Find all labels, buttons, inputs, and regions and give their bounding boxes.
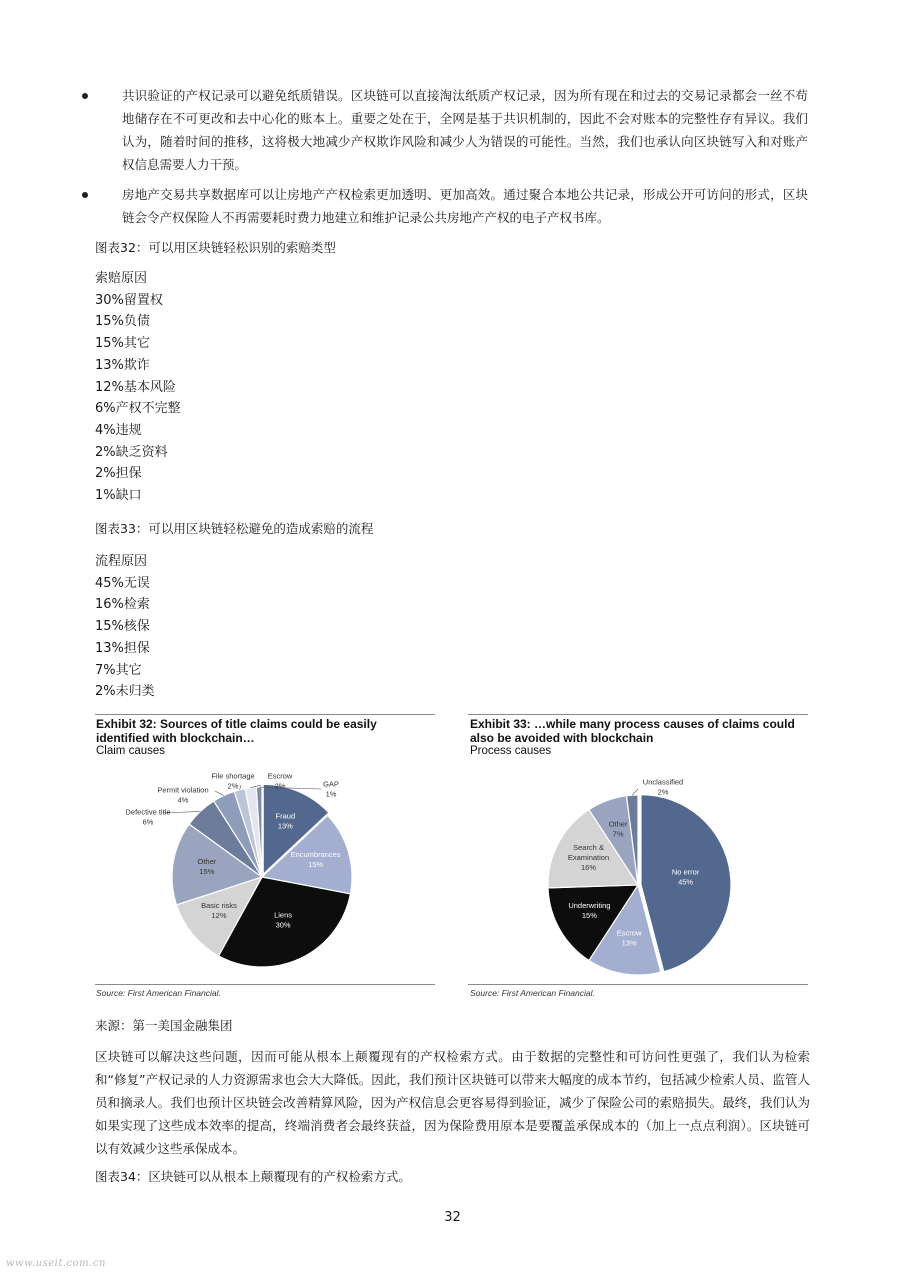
exhibit-33-title: [470, 717, 795, 745]
pie-label-escrow: Escrow 13%: [616, 928, 642, 948]
bullet-consensus-records: [100, 84, 808, 176]
pie-label-fraud: Fraud 13%: [275, 811, 296, 831]
pie-label-unclassified: Unclassified 2%: [642, 777, 684, 797]
exhibit-32-bottom-rule: [95, 984, 435, 985]
list-item: 45%无误: [95, 575, 150, 591]
list-item: 12%基本风险: [95, 379, 176, 395]
list-item: 1%缺口: [95, 488, 142, 504]
exhibit-32-title-line: Exhibit 32: Sources of title claims could be easily: [96, 717, 377, 731]
leader-line-unclassified: [632, 789, 638, 795]
pie-label-search-examination: Search & Examination 16%: [567, 843, 610, 873]
figure-32-title: 图表32：可以用区块链轻松识别的索赔类型: [95, 240, 336, 255]
source-note: 来源：第一美国金融集团: [95, 1018, 233, 1033]
figure-33-title: 图表33：可以用区块链轻松避免的造成索赔的流程: [95, 521, 374, 536]
exhibit-33-bottom-rule: [468, 984, 808, 985]
pie-label-underwriting: Underwriting 15%: [568, 900, 611, 920]
pie-label-other: Other 15%: [197, 856, 217, 876]
exhibit-32-subtitle: Claim causes: [96, 745, 166, 757]
page-number: 32: [444, 1210, 461, 1225]
exhibit-32-source: Source: First American Financial.: [96, 988, 221, 998]
pie-label-basic-risks: Basic risks 12%: [201, 901, 237, 921]
exhibit-33-source: Source: First American Financial.: [470, 988, 595, 998]
exhibit-32-top-rule: [95, 714, 435, 715]
list-item: 2%缺乏资料: [95, 444, 168, 460]
pie-label-escrow: Escrow 2%: [267, 771, 293, 791]
pie-label-no-error: No error 45%: [671, 867, 700, 887]
bullet-dot: [82, 192, 88, 198]
pie-label-other: Other 7%: [608, 819, 628, 839]
list-item: 索赔原因: [95, 271, 148, 286]
exhibit-33-title-line: also be avoided with blockchain: [470, 731, 654, 745]
bullet-text: 共识验证的产权记录可以避免纸质错误。区块链可以直接淘汰纸质产权记录，因为所有现在和过去的交易记录都会一丝不苟地储存在不可更改和去中心化的账本上。重要之处在于，全网是基于共识机制的，因此不会对账本的完整性存有异议。我们认为，随着时间的推移，这将极大地减少产权欺诈风险和减少人为错误的可能性。当然，我们也承认向区块链写入和对账产权信息需要人力干预。: [122, 88, 808, 172]
pie-label-permit-violation: Permit violation 4%: [157, 785, 209, 805]
list-item: 2%未归类: [95, 684, 155, 700]
exhibit-32-title: [96, 717, 377, 745]
list-item: 6%产权不完整: [95, 401, 181, 417]
bullet-dot: [82, 93, 88, 99]
list-item: 4%违规: [95, 422, 142, 438]
figure-34-title: 图表34：区块链可以从根本上颠覆现有的产权检索方式。: [95, 1169, 411, 1184]
watermark: www.useit.com.cn: [6, 1258, 106, 1269]
bullet-text: 房地产交易共享数据库可以让房地产产权检索更加透明、更加高效。通过聚合本地公共记录，形成公开可访问的形式，区块链会令产权保险人不再需要耗时费力地建立和维护记录公共房地产产权的电子产权书库。: [122, 187, 808, 225]
body-paragraph: 区块链可以解决这些问题，因而可能从根本上颠覆现有的产权检索方式。由于数据的完整性和可访问性更强了，我们认为检索和“修复”产权记录的人力资源需求也会大大降低。因此，我们预计区块链可以带来大幅度的成本节约，包括减少检索人员、监管人员和摘录人。我们也预计区块链会改善精算风险，因为产权信息会更容易得到验证，减少了保险公司的索赔损失。最终，我们认为如果实现了这些成本效率的提高，终端消费者会最终获益，因为保险费用原本是要覆盖承保成本的（加上一点点利润）。区块链可以有效减少这些承保成本。: [95, 1049, 810, 1156]
figure-32-list: [95, 268, 181, 507]
list-item: 16%检索: [95, 597, 150, 613]
pie-label-liens: Liens 30%: [274, 910, 293, 930]
exhibit-33-title-line: Exhibit 33: …while many process causes of claims could: [470, 717, 795, 731]
pie-label-encumbrances: Encumbrances 15%: [290, 849, 341, 869]
list-item: 15%负债: [95, 314, 150, 330]
exhibit-33-top-rule: [468, 714, 808, 715]
exhibit-33-pie-chart: [468, 765, 808, 985]
list-item: 13%担保: [95, 640, 150, 656]
exhibit-32-pie-chart: [95, 765, 435, 985]
list-item: 7%其它: [95, 662, 142, 678]
leader-line-permit-violation: [215, 791, 224, 796]
list-item: 13%欺诈: [95, 357, 150, 373]
list-item: 15%其它: [95, 336, 150, 352]
exhibit-33-subtitle: Process causes: [470, 745, 552, 757]
exhibit-32-title-line: identified with blockchain…: [96, 731, 255, 745]
list-item: 流程原因: [95, 554, 148, 569]
figure-33-list: [95, 551, 155, 703]
list-item: 2%担保: [95, 466, 142, 482]
pie-label-file-shortage: File shortage 2%: [211, 771, 255, 791]
bullet-shared-database: [100, 183, 808, 229]
list-item: 15%核保: [95, 619, 150, 635]
pie-label-defective-title: Defective title 6%: [125, 807, 171, 827]
list-item: 30%留置权: [95, 292, 163, 308]
pie-label-gap: GAP 1%: [323, 779, 339, 799]
